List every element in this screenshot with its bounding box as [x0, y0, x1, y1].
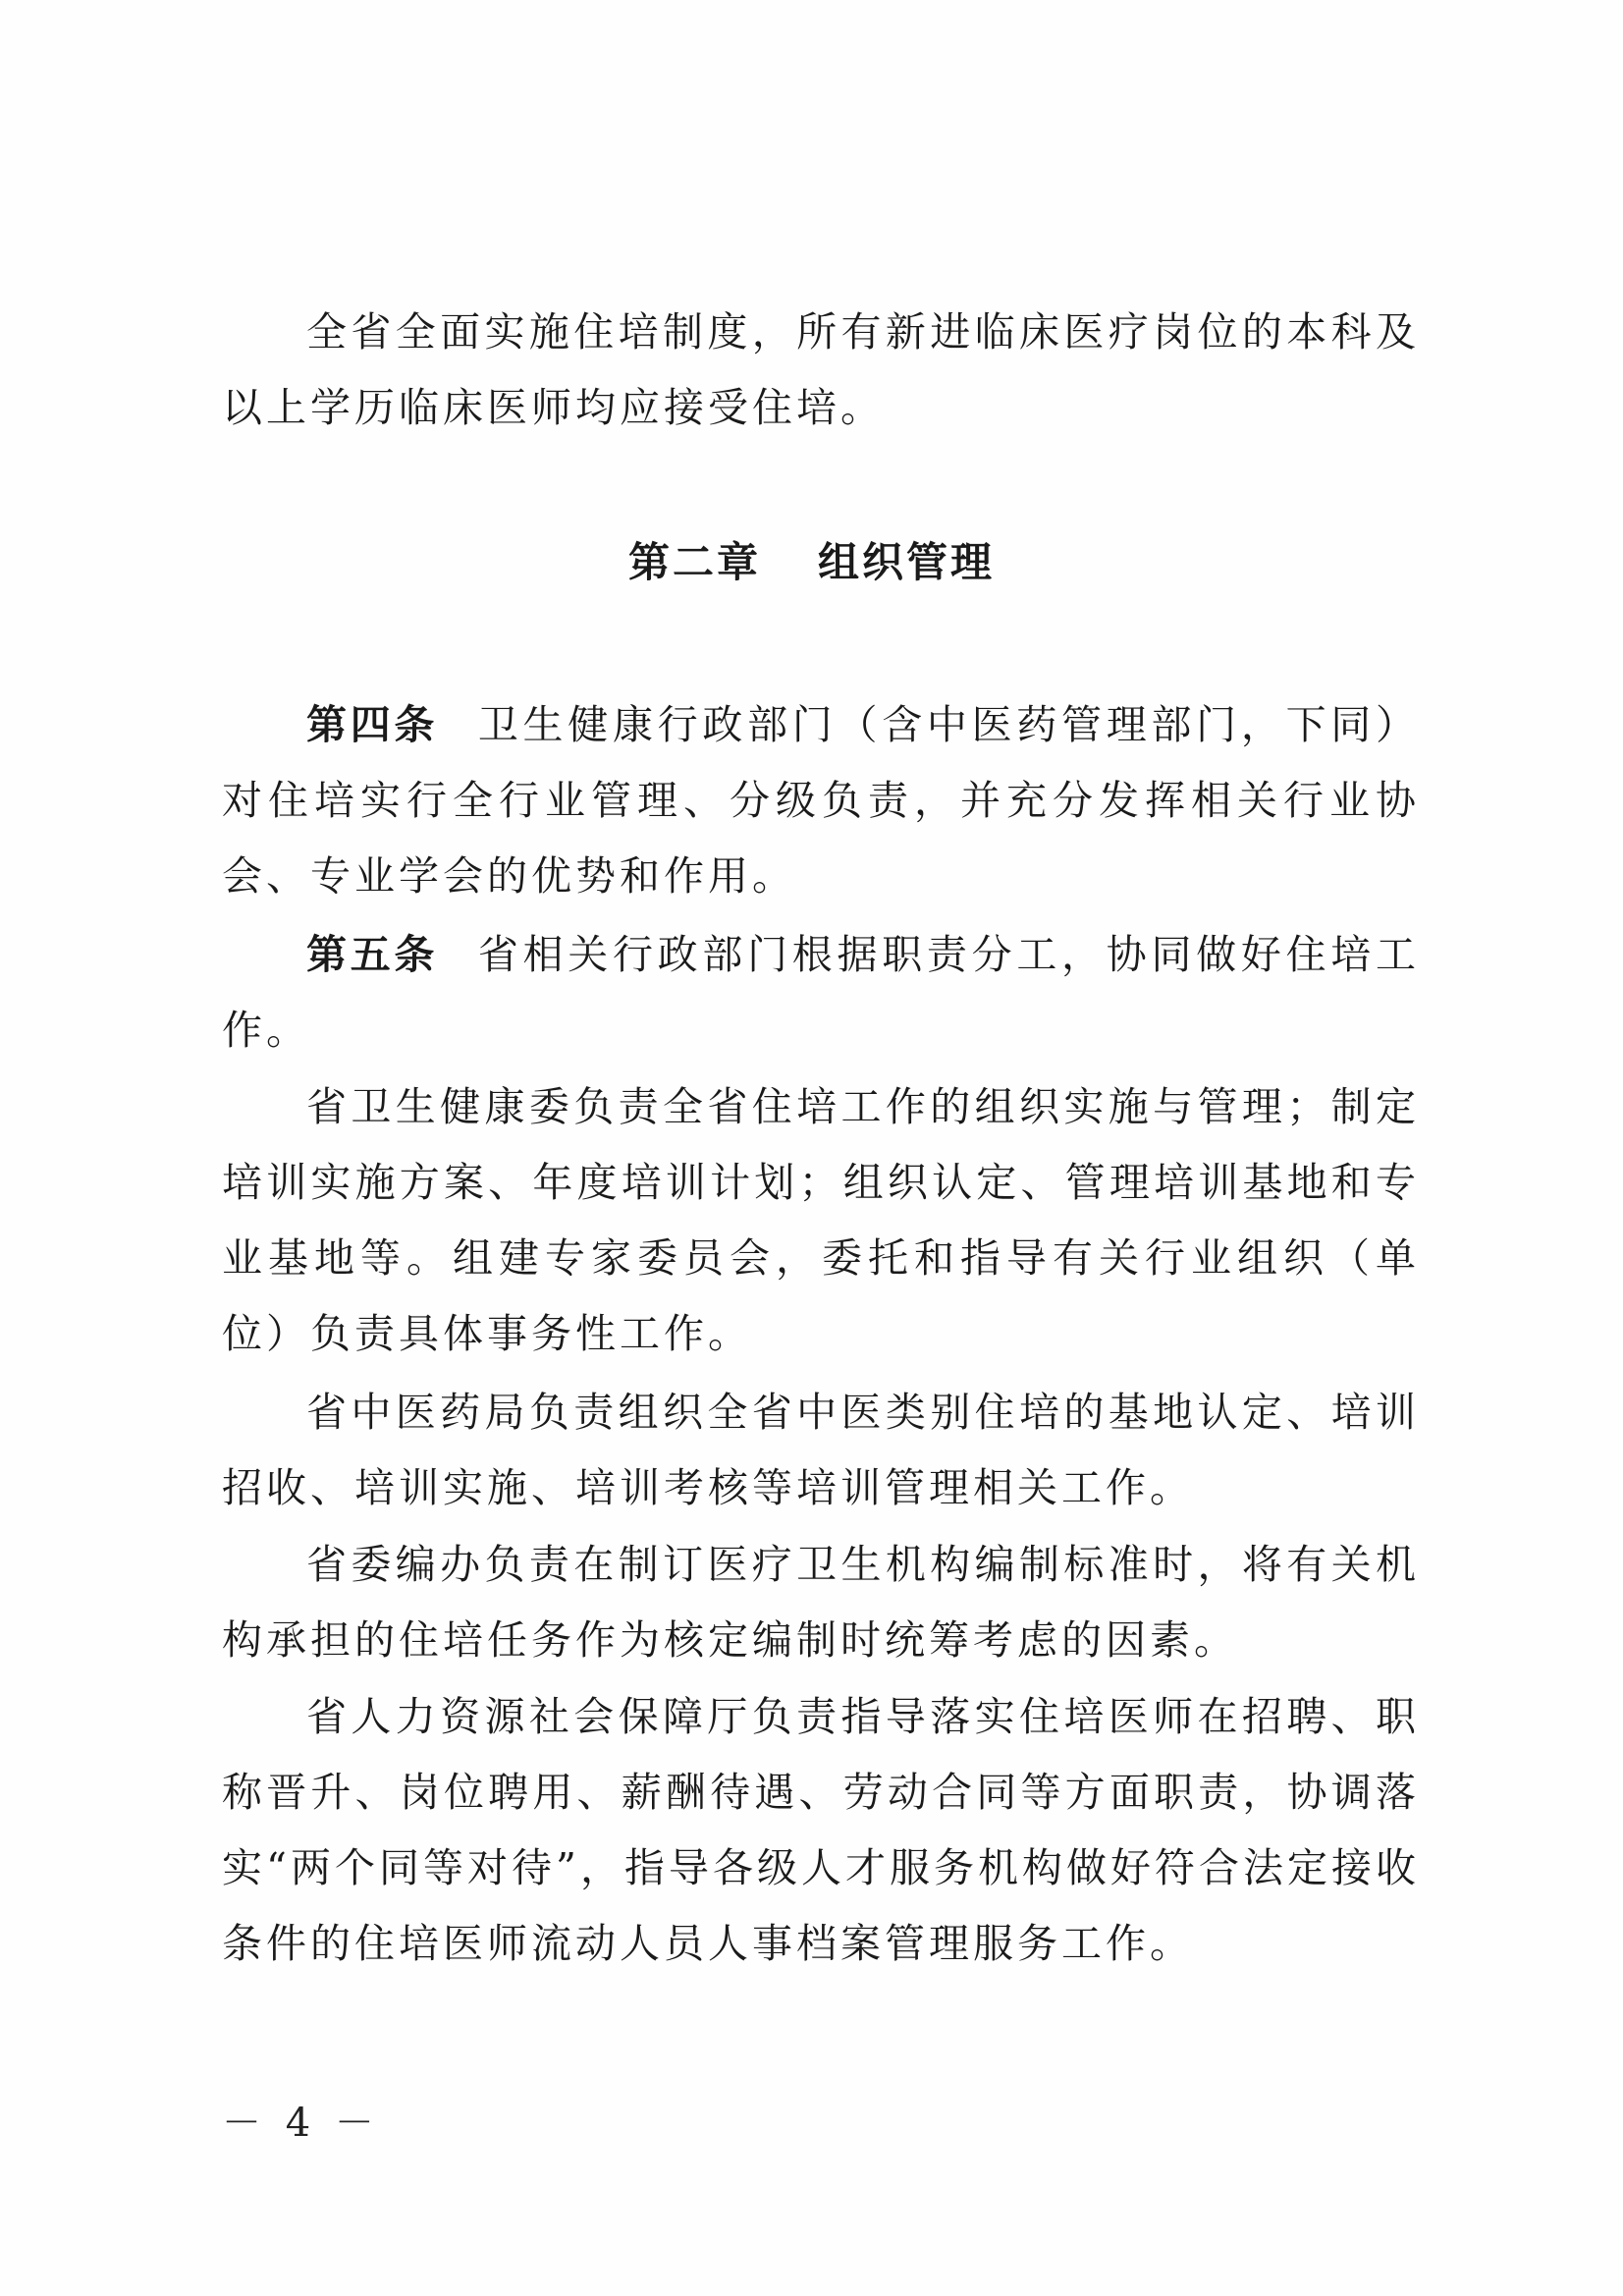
- page-number: － 4 －: [222, 2101, 380, 2146]
- chapter-title: 组织管理: [818, 538, 996, 586]
- chapter-number: 第二章: [627, 538, 761, 586]
- paragraph-text: 省中医药局负责组织全省中医类别住培的基地认定、培训招收、培训实施、培训考核等培训管理相关工作。: [222, 1389, 1420, 1511]
- continuation-paragraph: [222, 295, 1420, 446]
- paragraph-text: 省委编办负责在制订医疗卫生机构编制标准时，将有关机构承担的住培任务作为核定编制时统筹考虑的因素。: [222, 1541, 1420, 1664]
- paragraph-text: 省人力资源社会保障厅负责指导落实住培医师在招聘、职称晋升、岗位聘用、薪酬待遇、劳动合同等方面职责，协调落实“两个同等对待”，指导各级人才服务机构做好符合法定接收条件的住培医师流动人员人事档案管理服务工作。: [222, 1693, 1420, 1967]
- article-4-label: 第四条: [306, 701, 439, 748]
- paragraph-tcm-bureau: [222, 1375, 1420, 1526]
- article-5: [222, 917, 1420, 1068]
- continuation-text: 全省全面实施住培制度，所有新进临床医疗岗位的本科及以上学历临床医师均应接受住培。: [222, 308, 1420, 431]
- chapter-heading: [0, 530, 1623, 589]
- article-4: [222, 687, 1420, 914]
- article-5-text: 省相关行政部门根据职责分工，协同做好住培工作。: [222, 931, 1420, 1054]
- paragraph-health-commission: [222, 1069, 1420, 1372]
- paragraph-text: 省卫生健康委负责全省住培工作的组织实施与管理；制定培训实施方案、年度培训计划；组织认定、管理培训基地和专业基地等。组建专家委员会，委托和指导有关行业组织（单位）负责具体事务性工作。: [222, 1083, 1420, 1357]
- article-4-text: 卫生健康行政部门（含中医药管理部门，下同）对住培实行全行业管理、分级负责，并充分发挥相关行业协会、专业学会的优势和作用。: [222, 701, 1420, 900]
- article-5-label: 第五条: [306, 931, 439, 978]
- paragraph-staffing-office: [222, 1527, 1420, 1678]
- paragraph-hr-department: [222, 1679, 1420, 1982]
